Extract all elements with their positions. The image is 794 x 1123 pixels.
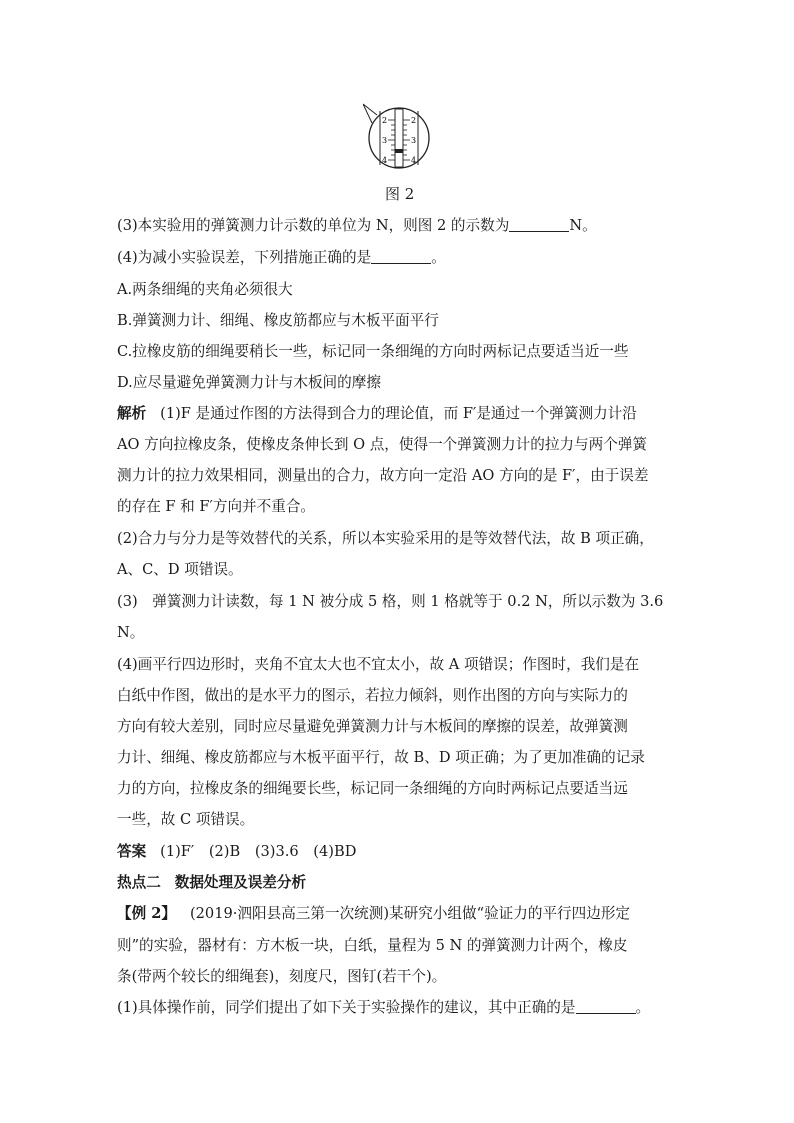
example-tag: 【例 2】 — [117, 905, 177, 922]
analysis-p4-line3: 方向有较大差别，同时应尽量避免弹簧测力计与木板间的摩擦的误差，故弹簧测 — [117, 718, 628, 735]
figure-caption: 图 2 — [385, 185, 415, 203]
answer-text: (1)F′ (2)B (3)3.6 (4)BD — [160, 843, 357, 860]
scale-right-label: 4 — [411, 156, 417, 165]
example-text: (2019·泗阳县高三第一次统测)某研究小组做“验证力的平行四边形定 — [189, 905, 631, 922]
option-b: B.弹簧测力计、细绳、橡皮筋都应与木板平面平行 — [117, 312, 439, 329]
question-3-unit: N。 — [569, 217, 597, 234]
spring-scale-diagram — [363, 103, 433, 173]
option-d: D.应尽量避免弹簧测力计与木板间的摩擦 — [117, 374, 381, 391]
analysis-p4-line1: (4)画平行四边形时，夹角不宜太大也不宜太小，故 A 项错误；作图时，我们是在 — [117, 656, 640, 673]
answer-line — [117, 843, 682, 861]
question-3 — [117, 217, 682, 235]
example-line3: 条(带两个较长的细绳套)，刻度尺，图钉(若干个)。 — [117, 968, 447, 985]
analysis-p4-line6: 一些，故 C 项错误。 — [117, 811, 255, 828]
analysis-p4-line4: 力计、细绳、橡皮筋都应与木板平面平行，故 B、D 项正确；为了更加准确的记录 — [117, 749, 645, 766]
scale-left-label: 4 — [382, 156, 388, 165]
hotspot-heading — [117, 874, 682, 892]
answer-blank — [509, 217, 569, 232]
option-c: C.拉橡皮筋的细绳要稍长一些，标记同一条细绳的方向时两标记点要适当近一些 — [117, 343, 629, 360]
analysis-p2-line2: A、C、D 项错误。 — [117, 561, 243, 578]
example-line1 — [117, 905, 682, 923]
analysis-label: 解析 — [117, 405, 147, 422]
question-4 — [117, 249, 682, 267]
question-3-text: (3)本实验用的弹簧测力计示数的单位为 N，则图 2 的示数为 — [117, 217, 510, 234]
analysis-p1-line1 — [117, 405, 682, 423]
question-4-text: (4)为减小实验误差，下列措施正确的是 — [117, 249, 372, 266]
example-question-1-end: 。 — [635, 999, 651, 1016]
scale-left-label: 2 — [382, 116, 388, 125]
scale-left-label: 3 — [382, 136, 388, 145]
answer-label: 答案 — [117, 843, 147, 860]
option-a: A.两条细绳的夹角必须很大 — [117, 281, 293, 298]
pointer-indicator — [396, 149, 403, 153]
analysis-p1-line2: AO 方向拉橡皮条，使橡皮条伸长到 O 点，使得一个弹簧测力计的拉力与两个弹簧 — [117, 436, 647, 453]
question-4-end: 。 — [431, 249, 446, 266]
analysis-p1-line4: 的存在 F 和 F′方向并不重合。 — [117, 498, 316, 515]
analysis-text: (1)F 是通过作图的方法得到合力的理论值，而 F′是通过一个弹簧测力计沿 — [160, 405, 637, 422]
analysis-p2-line1: (2)合力与分力是等效替代的关系，所以本实验采用的是等效替代法，故 B 项正确， — [117, 530, 654, 547]
example-question-1 — [117, 999, 682, 1017]
answer-blank — [371, 249, 431, 264]
example-line2: 则”的实验，器材有：方木板一块，白纸，量程为 5 N 的弹簧测力计两个，橡皮 — [117, 937, 628, 954]
analysis-p3-line2: N。 — [117, 624, 145, 641]
analysis-p1-line3: 测力计的拉力效果相同，测量出的合力，故方向一定沿 AO 方向的是 F′，由于误差 — [117, 467, 649, 484]
analysis-p4-line2: 白纸中作图，做出的是水平力的图示，若拉力倾斜，则作出图的方向与实际力的 — [117, 687, 628, 704]
answer-blank — [576, 999, 636, 1014]
hotspot-title: 数据处理及误差分析 — [174, 874, 307, 891]
scale-right-label: 3 — [411, 136, 417, 145]
analysis-p3-line1: (3) 弹簧测力计读数，每 1 N 被分成 5 格，则 1 格就等于 0.2 N，所以示数为 3.6 — [117, 593, 664, 610]
analysis-p4-line5: 力的方向，拉橡皮条的细绳要长些，标记同一条细绳的方向时两标记点要适当远 — [117, 780, 628, 797]
example-question-1-text: (1)具体操作前，同学们提出了如下关于实验操作的建议，其中正确的是 — [117, 999, 576, 1016]
scale-right-label: 2 — [411, 116, 417, 125]
spring-scale-figure — [363, 103, 433, 173]
hotspot-label: 热点二 — [117, 874, 161, 891]
